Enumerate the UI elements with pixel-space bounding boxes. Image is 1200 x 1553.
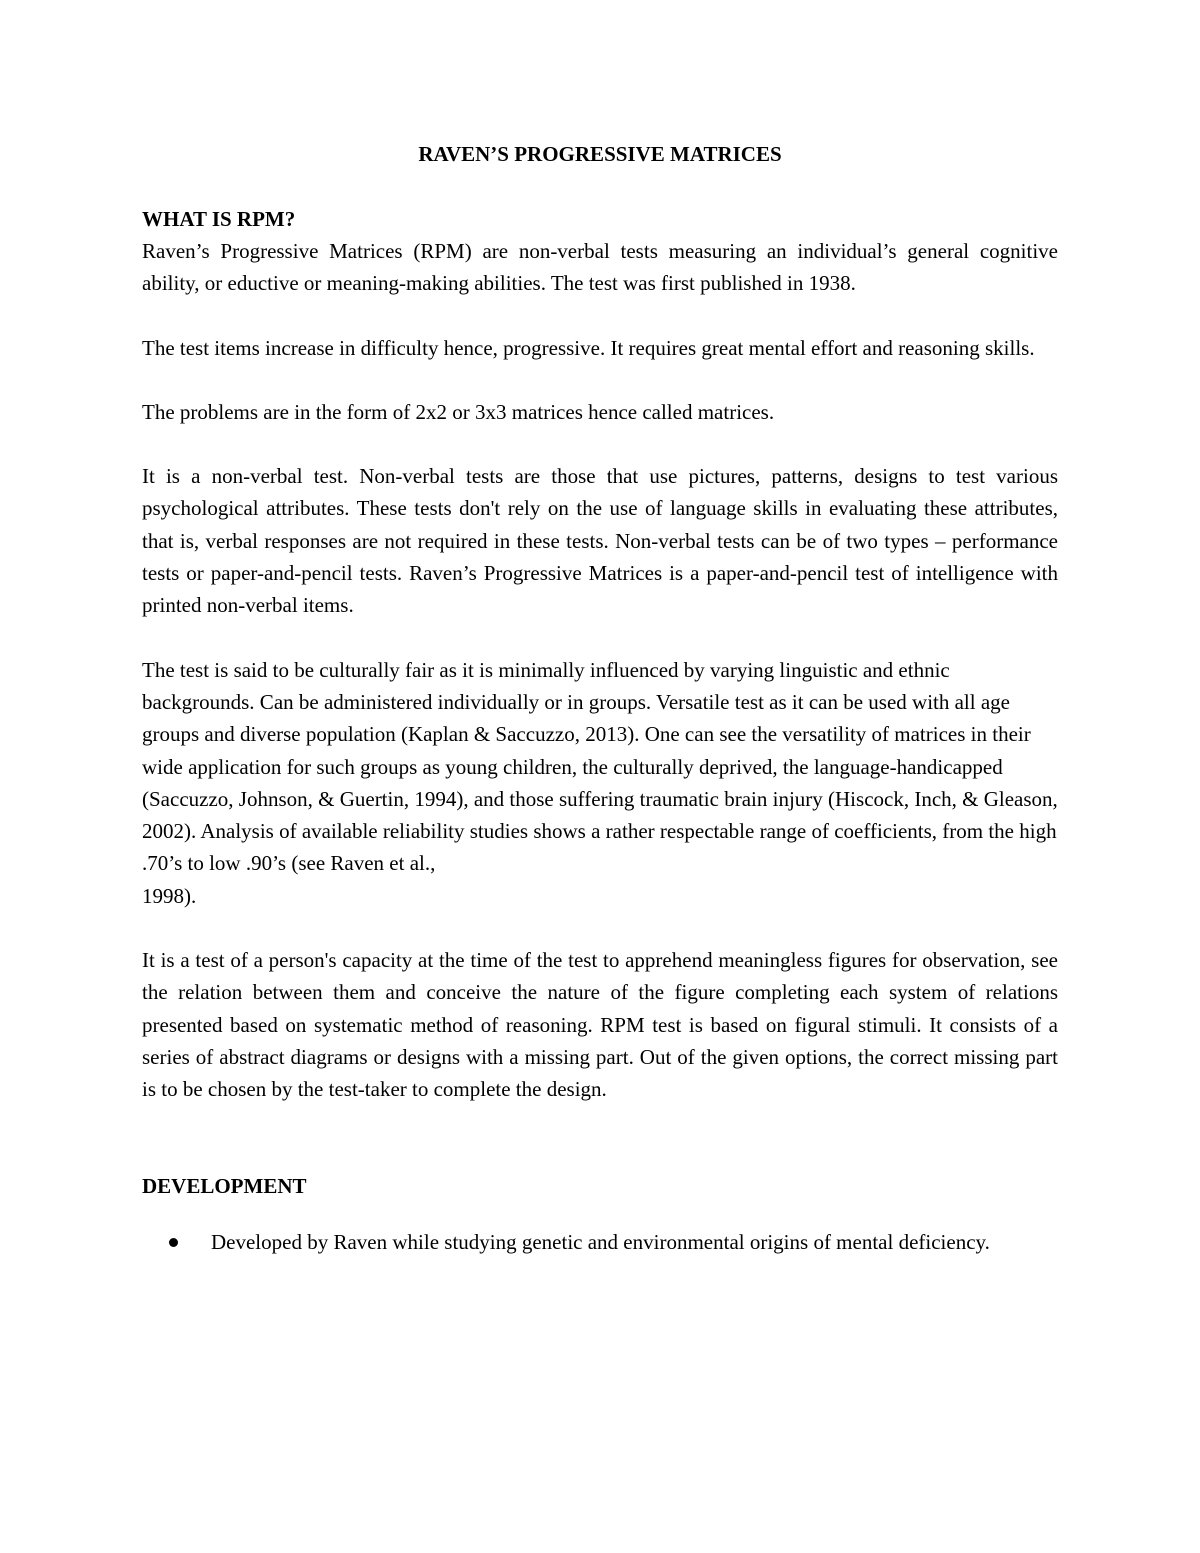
paragraph-capacity: It is a test of a person's capacity at the time of the test to apprehend meaningless figures for observation, see the relation between them and conceive the nature of the figure completing each system of relations presented based on systematic method of reasoning. RPM test is based on figural stimuli. It consists of a series of abstract diagrams or designs with a missing part. Out of the given options, the correct missing part is to be chosen by the test-taker to complete the design. [142,948,1058,1102]
paragraph-progressive: The test items increase in difficulty hence, progressive. It requires great mental effort and reasoning skills. [142,335,1035,360]
section-heading-development: DEVELOPMENT [142,1173,307,1198]
bullet-icon [169,1238,178,1247]
paragraph-definition: Raven’s Progressive Matrices (RPM) are non-verbal tests measuring an individual’s general cognitive ability, or eductive or meaning-making abilities. The test was first published in 1938. [142,239,1058,296]
bullet-item [142,1226,991,1258]
document-title: RAVEN’S PROGRESSIVE MATRICES [418,142,782,166]
section-heading-what-is-rpm: WHAT IS RPM? [142,207,296,231]
paragraph-culture-fair [142,654,1058,912]
document-page [142,138,1058,1258]
paragraph-matrices: The problems are in the form of 2x2 or 3x3 matrices hence called matrices. [142,399,775,424]
bullet-text: Developed by Raven while studying genetic and environmental origins of mental deficiency. [211,1229,990,1254]
paragraph-culture-fair-tail: 1998). [142,883,197,908]
paragraph-culture-fair-main: The test is said to be culturally fair as it is minimally influenced by varying linguistic and ethnic backgrounds. Can be administered individually or in groups. Versatile test as it can be used with all age groups and diverse population (Kaplan & Saccuzzo, 2013). One can see the versatility of matrices in their wide application for such groups as young children, the culturally deprived, the language-handicapped (Saccuzzo, Johnson, & Guertin, 1994), and those suffering traumatic brain injury (Hiscock, Inch, & Gleason, 2002). Analysis of available reliability studies shows a rather respectable range of coefficients, from the high .70’s to low .90’s (see Raven et al., [142,657,1058,876]
development-bullet-list [142,1226,1058,1258]
paragraph-non-verbal: It is a non-verbal test. Non-verbal tests are those that use pictures, patterns, designs to test various psychological attributes. These tests don't rely on the use of language skills in evaluating these attributes, that is, verbal responses are not required in these tests. Non-verbal tests can be of two types – performance tests or paper-and-pencil tests. Raven’s Progressive Matrices is a paper-and-pencil test of intelligence with printed non-verbal items. [142,464,1058,618]
